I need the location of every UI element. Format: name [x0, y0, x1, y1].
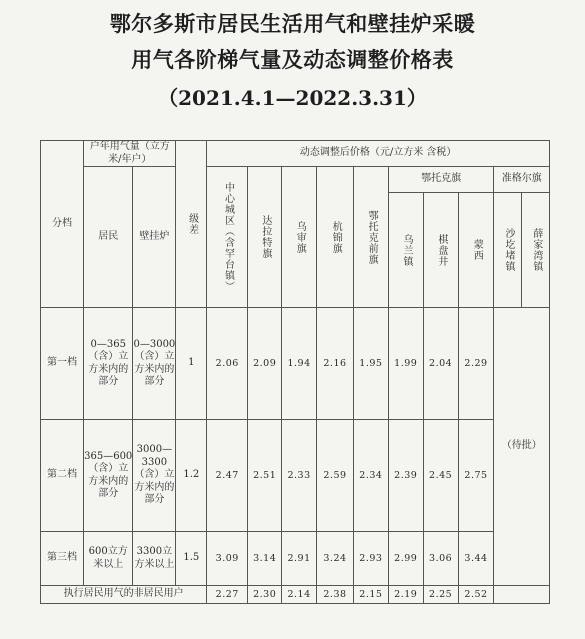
- header-price-group: 动态调整后价格（元/立方米 含税）: [207, 141, 550, 167]
- tier-cell: 第二档: [41, 420, 84, 532]
- price-cell: 2.47: [207, 420, 248, 532]
- header-wulan: 乌兰镇: [388, 193, 423, 308]
- price-cell: 3.44: [458, 532, 494, 586]
- diff-cell: 1: [176, 308, 207, 420]
- table-row: [41, 308, 550, 420]
- wall-usage-cell: 0—3000（含）立方米内的部分: [133, 308, 176, 420]
- header-mengxi: 蒙西: [458, 193, 494, 308]
- price-cell: 2.29: [458, 308, 494, 420]
- header-etuokeqian: 鄂托克前旗: [353, 167, 388, 308]
- footer-label: 执行居民用气的非居民用户: [41, 586, 207, 604]
- price-cell: 1.99: [388, 308, 423, 420]
- price-cell: 2.09: [248, 308, 282, 420]
- price-cell: 3.24: [316, 532, 353, 586]
- price-table: [40, 140, 550, 604]
- price-cell: 2.04: [423, 308, 458, 420]
- price-cell: 3.09: [207, 532, 248, 586]
- header-wall-heater: 壁挂炉: [133, 167, 176, 308]
- price-cell: 2.91: [282, 532, 317, 586]
- title-line-2: 用气各阶梯气量及动态调整价格表: [131, 47, 454, 72]
- resident-usage-cell: 0—365（含）立方米内的部分: [84, 308, 133, 420]
- header-usage-group: 户年用气量（立方米/年户）: [84, 141, 176, 167]
- footer-empty-cell: [494, 586, 550, 604]
- resident-usage-cell: 600立方米以上: [84, 532, 133, 586]
- diff-cell: 1.2: [176, 420, 207, 532]
- price-cell: 2.51: [248, 420, 282, 532]
- footer-price-cell: 2.52: [458, 586, 494, 604]
- wall-usage-cell: 3000—3300（含）立方米内的部分: [133, 420, 176, 532]
- price-cell: 2.75: [458, 420, 494, 532]
- footer-price-cell: 2.14: [282, 586, 317, 604]
- price-cell: 3.06: [423, 532, 458, 586]
- price-cell: 2.93: [353, 532, 388, 586]
- header-shagedu: 沙圪堵镇: [494, 193, 522, 308]
- header-qipanjing: 棋盘井: [423, 193, 458, 308]
- header-dalate: 达拉特旗: [248, 167, 282, 308]
- footer-price-cell: 2.27: [207, 586, 248, 604]
- footer-price-cell: 2.30: [248, 586, 282, 604]
- header-price-diff: 级差: [176, 141, 207, 308]
- footer-price-cell: 2.19: [388, 586, 423, 604]
- price-cell: 2.99: [388, 532, 423, 586]
- price-cell: 2.06: [207, 308, 248, 420]
- price-cell: 2.59: [316, 420, 353, 532]
- price-cell: 1.94: [282, 308, 317, 420]
- wall-usage-cell: 3300立方米以上: [133, 532, 176, 586]
- table-row: [41, 420, 550, 532]
- resident-usage-cell: 365—600（含）立方米内的部分: [84, 420, 133, 532]
- header-etuoke: 鄂托克旗: [388, 167, 494, 193]
- footer-price-cell: 2.25: [423, 586, 458, 604]
- price-cell: 2.39: [388, 420, 423, 532]
- price-cell: 2.34: [353, 420, 388, 532]
- price-cell: 2.16: [316, 308, 353, 420]
- pending-cell: （待批）: [494, 308, 550, 586]
- header-hangjin: 杭锦旗: [316, 167, 353, 308]
- price-cell: 1.95: [353, 308, 388, 420]
- diff-cell: 1.5: [176, 532, 207, 586]
- price-cell: 2.45: [423, 420, 458, 532]
- footer-price-cell: 2.15: [353, 586, 388, 604]
- title-date-range: （2021.4.1—2022.3.31）: [158, 86, 427, 110]
- header-center: 中心城区（含罕台镇）: [207, 167, 248, 308]
- price-cell: 3.14: [248, 532, 282, 586]
- tier-cell: 第三档: [41, 532, 84, 586]
- header-xuejiawan: 薛家湾镇: [522, 193, 550, 308]
- table-row: [41, 532, 550, 586]
- price-cell: 2.33: [282, 420, 317, 532]
- header-resident: 居民: [84, 167, 133, 308]
- header-tier: 分档: [41, 141, 84, 308]
- header-zhungeer: 准格尔旗: [494, 167, 550, 193]
- tier-cell: 第一档: [41, 308, 84, 420]
- footer-row: [41, 586, 550, 604]
- header-wushen: 乌审旗: [282, 167, 317, 308]
- title-line-1: 鄂尔多斯市居民生活用气和壁挂炉采暖: [109, 11, 476, 36]
- footer-price-cell: 2.38: [316, 586, 353, 604]
